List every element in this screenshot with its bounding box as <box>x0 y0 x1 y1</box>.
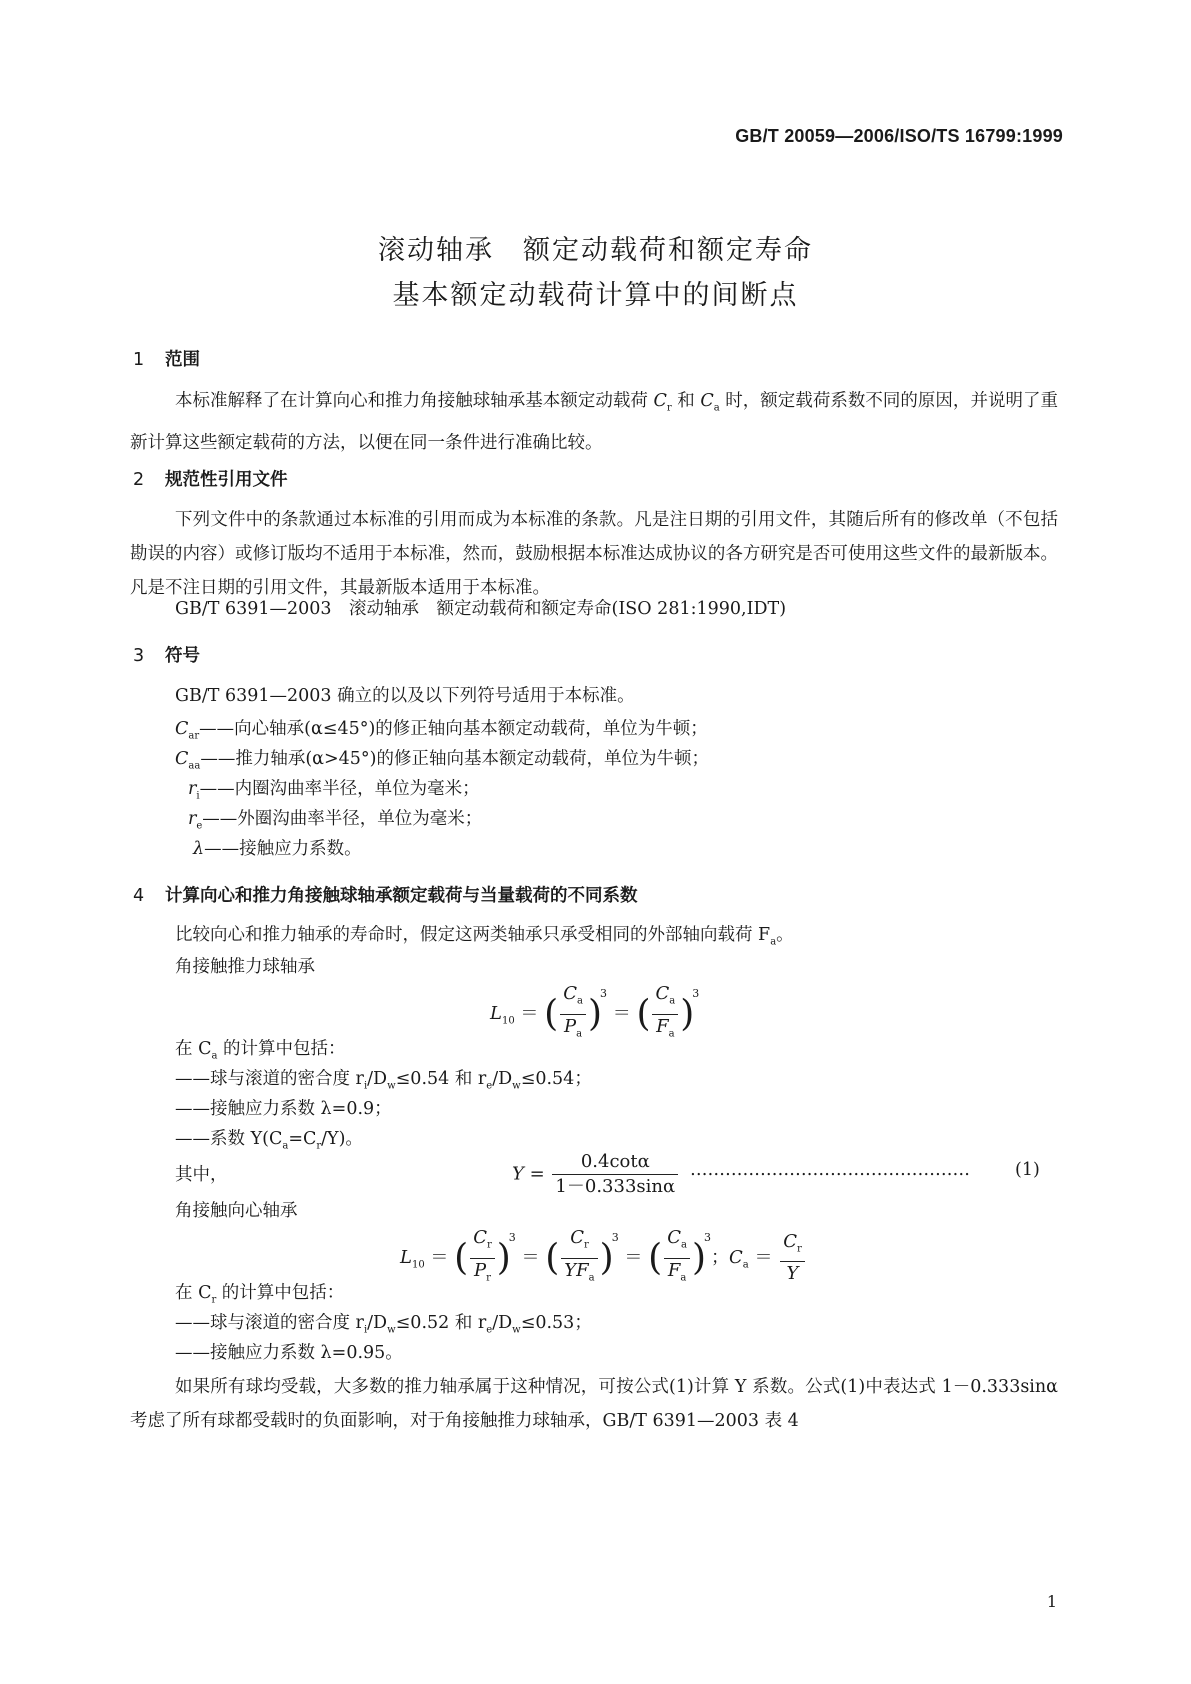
cr-calc-intro: 在 $C_r$ 的计算中包括： <box>175 1283 345 1306</box>
symbol-item: $C_{aa}——$推力轴承(α>45°)的修正轴向基本额定动载荷，单位为牛顿； <box>175 749 709 772</box>
section-2-paragraph: 下列文件中的条款通过本标准的引用而成为本标准的条款。凡是注日期的引用文件，其随后所有的修改单（不包括勘误的内容）或修订版均不适用于本标准，然而，鼓励根据本标准达成协议的各方研究是否可使用这些文件的最新版本。凡是不注日期的引用文件，其最新版本适用于本标准。 <box>130 510 1058 598</box>
section-heading-3: 3 符号 <box>133 646 200 666</box>
section-title: 范围 <box>165 350 200 370</box>
title-line-2: 基本额定动载荷计算中的间断点 <box>392 280 799 311</box>
section-heading-2: 2 规范性引用文件 <box>133 470 288 490</box>
where-label: 其中， <box>175 1165 228 1185</box>
equation-1-y: Y = $\frac{0.4\cot\alpha}{1-0.333\sin\alpha}$ <box>512 1150 680 1199</box>
document-title <box>0 228 1191 318</box>
section-1-paragraph: 本标准解释了在计算向心和推力角接触球轴承基本额定动载荷 $C_r$ 和 $C_a$ 时，额定载荷系数不同的原因，并说明了重新计算这些额定载荷的方法，以便在同一条件进行准确比较。 <box>130 391 1059 453</box>
section-4-intro: 比较向心和推力轴承的寿命时，假定这两类轴承只承受相同的外部轴向载荷 $F_a$。 <box>175 925 794 948</box>
symbol-item: $C_{ar}——$向心轴承(α≤45°)的修正轴向基本额定动载荷，单位为牛顿； <box>175 719 708 742</box>
section-4-last-paragraph: 如果所有球均受载，大多数的推力轴承属于这种情况，可按公式(1)计算 Y 系数。公式(1)中表达式 1－0.333sinα 考虑了所有球都受载时的负面影响，对于角接触推力球轴承，GB/T 6391—2003 表 4 <box>130 1377 1058 1431</box>
section-heading-4: 4 计算向心和推力角接触球轴承额定载荷与当量载荷的不同系数 <box>133 886 638 906</box>
ca-item-lambda: ——接触应力系数 λ=0.9； <box>175 1099 392 1119</box>
thrust-bearing-label: 角接触推力球轴承 <box>175 957 315 977</box>
equation-l10-radial: $L_{10}$ ＝ ( $\frac{C_r}{P_r}$ )$^3$ ＝ ( $\frac{C_r}{YF_a}$ )$^3$ ＝ ( $\frac{C_a}{F_a}$ )$^3$；$C_a$ ＝ $\frac{C_r}{Y}$ <box>400 1226 807 1290</box>
document-id: GB/T 20059—2006/ISO/TS 16799:1999 <box>735 126 1063 146</box>
cr-item-lambda: ——接触应力系数 λ=0.95。 <box>175 1343 403 1363</box>
equation-l10-thrust: $L_{10}$ ＝ ( $\frac{C_a}{P_a}$ )$^3$ ＝ ( $\frac{C_a}{F_a}$ )$^3$ <box>490 983 700 1040</box>
symbol-item: $r_i——$内圈沟曲率半径，单位为毫米； <box>188 779 480 802</box>
ca-item-y: ——系数 $Y(C_a=C_r/Y)$。 <box>175 1129 363 1152</box>
section-heading-1 <box>133 346 200 371</box>
symbol-item: $r_e——$外圈沟曲率半径，单位为毫米； <box>188 809 483 832</box>
symbols-intro: GB/T 6391—2003 确立的以及以下列符号适用于本标准。 <box>175 686 635 706</box>
title-line-1: 滚动轴承 额定动载荷和额定寿命 <box>378 235 813 266</box>
page-number: 1 <box>1046 1592 1057 1611</box>
cr-item-fit: ——球与滚道的密合度 $r_i/D_w\le 0.52$ 和 $r_e/D_w\le 0.53$； <box>175 1313 592 1336</box>
ca-item-fit: ——球与滚道的密合度 $r_i/D_w\le 0.54$ 和 $r_e/D_w\le 0.54$； <box>175 1069 592 1092</box>
normative-reference: GB/T 6391—2003 滚动轴承 额定动载荷和额定寿命(ISO 281:1990,IDT) <box>175 599 787 619</box>
section-number: 1 <box>133 350 145 370</box>
equation-1-number: (1) <box>1015 1160 1040 1180</box>
equation-1-leader: ………………………………………… <box>690 1160 970 1180</box>
symbol-item: λ——接触应力系数。 <box>193 839 362 859</box>
radial-bearing-label: 角接触向心轴承 <box>175 1201 298 1221</box>
ca-calc-intro: 在 $C_a$ 的计算中包括： <box>175 1039 346 1062</box>
